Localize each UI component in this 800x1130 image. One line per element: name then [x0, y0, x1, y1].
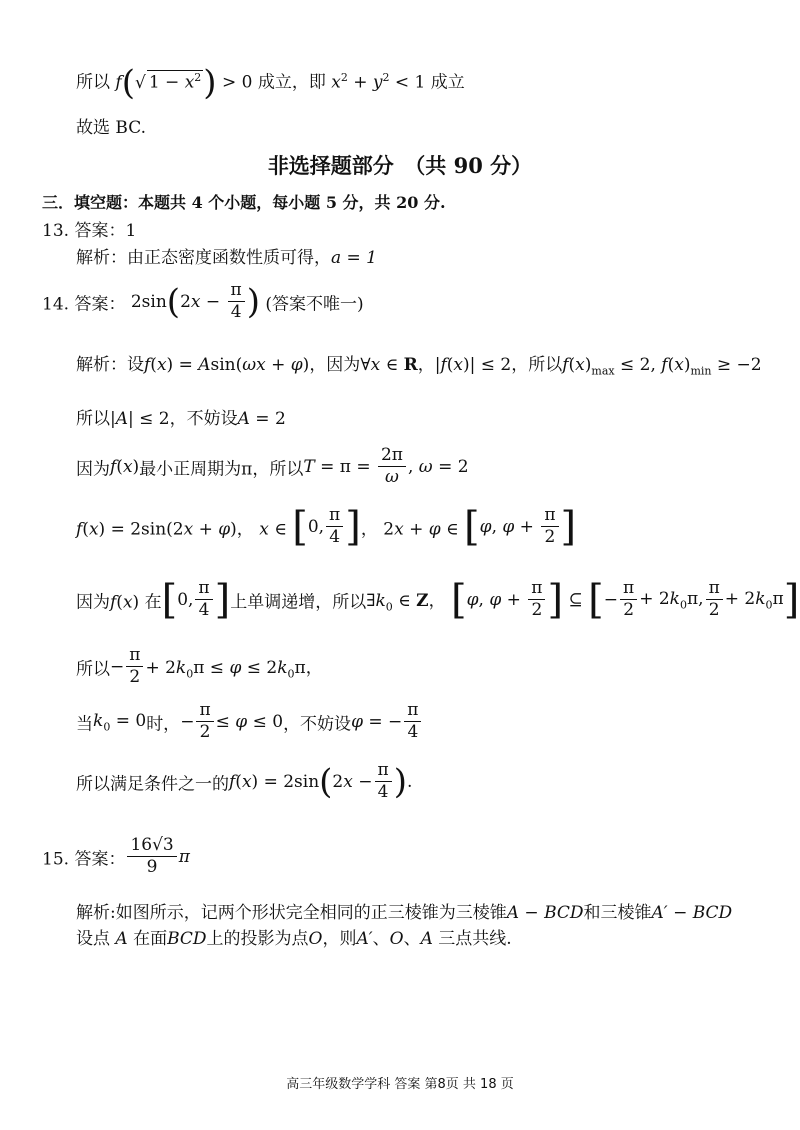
- q14-line-b: 所以|A| ≤ 2，不妨设A = 2: [76, 409, 286, 429]
- q15-analysis-1: 解析:如图所示，记两个形状完全相同的正三棱锥为三棱锥A − BCD和三棱锥A′ − BCD: [76, 903, 733, 923]
- top-line-2: 故选 BC.: [76, 118, 147, 138]
- q15-answer: 15. 答案： $\frac{16√3}{9}$ π: [42, 835, 190, 878]
- q15-analysis-2: 设点 A 在面BCD上的投影为点O，则A′、O、A 三点共线.: [76, 929, 512, 949]
- q14-line-c: 因为f(x)最小正周期为π，所以T = π = $\frac{2\pi}{\omega}$ , ω = 2: [76, 445, 469, 488]
- q14-line-f: 所以− $\frac{\pi}{2}$ + $2k_0\pi \le \varphi \le 2k_0\pi$，: [76, 645, 323, 688]
- top-line-1: 所以 f(√ $1 - x^2) > 0$ 成立，即 $x^2 + y^2 < 1$ 成立: [76, 63, 465, 103]
- page-footer: 高三年级数学学科 答案 第8页 共 18 页: [286, 1077, 514, 1092]
- q14-line-d: f(x) = 2sin(2x + φ)， x ∈ [0, $\frac{\pi}{4}$ ]， 2x + φ ∈ [φ, φ + $\frac{\pi}{2}$ ]: [76, 503, 577, 550]
- q14-line-g: 当$k_0 = 0$时，− $\frac{\pi}{2}$ ≤ φ ≤ 0，不妨设φ = − $\frac{\pi}{4}$: [76, 700, 423, 744]
- q14-line-e: 因为f(x) 在[0, $\frac{\pi}{4}$ ]上单调递增，所以$\exists k_0$ ∈ Z， [φ, φ + $\frac{\pi}{2}$ ] ⊆ [− $\frac{\pi}{2}$ + $2k_0\pi$, $\frac{\pi}{2}$ + $2k_0\pi$]: [76, 576, 800, 623]
- q13-analysis: 解析：由正态密度函数性质可得，a = 1: [76, 248, 378, 268]
- q14-answer: 14. 答案： 2sin(2x − $\frac{\pi}{4}$ ) (答案不唯一): [42, 280, 364, 323]
- q14-line-a: 解析：设f(x) = Asin(ωx + φ)，因为∀x ∈ R，|f(x)| ≤ 2，所以$f(x)_{max} \le 2$, $f(x)_{min} \ge -2$: [76, 355, 762, 378]
- q13-answer: 13. 答案：1: [42, 221, 137, 241]
- section-subtitle: 三．填空题：本题共 4 个小题，每小题 5 分，共 20 分.: [42, 193, 446, 212]
- q14-line-h: 所以满足条件之一的f(x) = 2sin(2x − $\frac{\pi}{4}$ ).: [76, 760, 413, 803]
- section-title: 非选择题部分 （共 90 分）: [267, 153, 533, 178]
